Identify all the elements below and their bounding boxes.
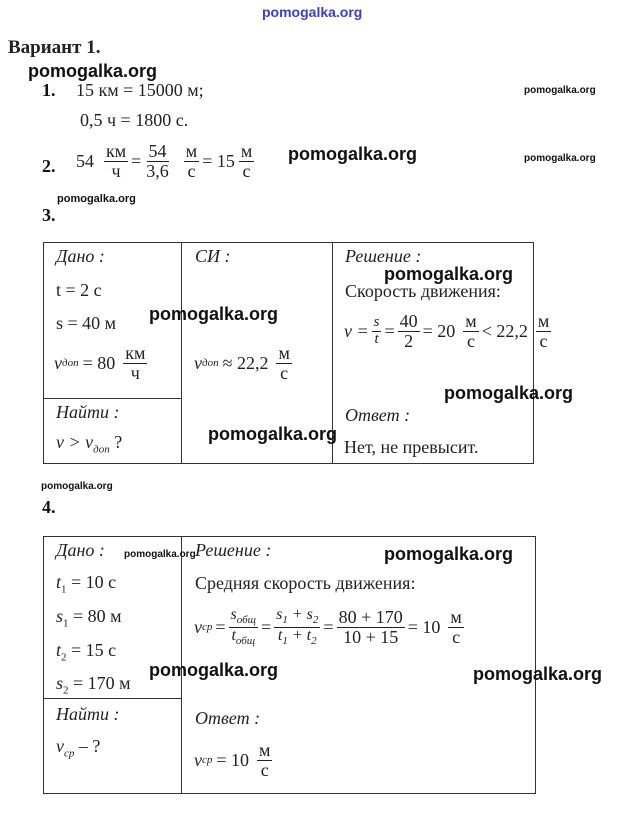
task2-formula	[76, 142, 257, 181]
task4-answer-val: = 10	[216, 749, 250, 770]
task3-unit-den-1: с	[466, 330, 475, 351]
task4-sum-t1: t	[277, 626, 283, 644]
task4-divider	[43, 698, 182, 699]
task4-number: 4.	[42, 497, 56, 517]
task4-s1: $s_1 = 80$ м	[56, 606, 122, 630]
task4-eq1: =	[215, 616, 226, 637]
task4-sum-s2: s	[306, 606, 313, 623]
task2-f4-num: м	[240, 141, 253, 161]
watermark: pomogalka.org	[149, 304, 279, 324]
task3-si-prefix: v	[194, 352, 202, 373]
task3-find-q: ?	[114, 432, 123, 452]
task4-eq2: =	[260, 616, 272, 637]
task4-solution-label: Решение :	[195, 540, 272, 560]
task3-s: s = 40 м	[56, 313, 117, 333]
task3-vdop-prefix: v	[54, 352, 62, 373]
task4-find-expr	[56, 736, 100, 760]
task3-unit-num-1: м	[465, 311, 477, 331]
task4-vcp-sub: ср	[202, 621, 213, 634]
task4-den-val: 10 + 15	[343, 626, 399, 647]
task3-formula-res: = 20	[422, 320, 456, 341]
task2-f3-den: с	[187, 160, 196, 181]
task3-formula-num: 40	[399, 311, 418, 331]
watermark: pomogalka.org	[208, 424, 338, 444]
task3-formula-eq: =	[384, 320, 395, 341]
watermark: pomogalka.org	[124, 549, 196, 560]
task4-find-v: v	[56, 736, 64, 756]
task3-divider	[43, 398, 182, 399]
task3-si-value	[194, 344, 295, 383]
task4-s2-val: = 170 м	[73, 673, 131, 693]
task3-formula-lt: < 22,2	[481, 320, 528, 341]
task3-vdop-val: = 80	[82, 352, 116, 373]
watermark: pomogalka.org	[384, 264, 514, 284]
task1-line1: 15 км = 15000 м;	[76, 80, 204, 100]
task2-eq2: = 15	[202, 150, 235, 171]
task4-answer-unit-num: м	[259, 740, 271, 760]
task2-f2-num: 54	[148, 141, 167, 161]
task4-sum-s1: s	[276, 606, 283, 623]
task4-answer-v: v	[194, 749, 202, 770]
task4-t2-val: = 15 с	[71, 640, 117, 660]
task4-t-obsh-sub: общ	[235, 634, 256, 647]
task4-s1-val: = 80 м	[73, 606, 122, 626]
task4-find-label: Найти :	[56, 704, 120, 724]
watermark: pomogalka.org	[288, 144, 418, 164]
task4-avg-text: Средняя скорость движения:	[195, 573, 416, 593]
task4-formula: v ср = $\frac{s_{общ}}{t_{общ}}$ = $\frac{s_1 + s_2}{t_1 + t_2}$ = $\frac{80 + 170}{10 + 15}$ = 10 $\frac{м}{с}$	[194, 606, 462, 647]
task3-formula-den: 2	[404, 330, 414, 351]
task2-f1-den: ч	[111, 160, 121, 181]
task4-answer-label: Ответ :	[195, 708, 261, 728]
task3-vdop-sub: доп	[62, 357, 79, 370]
task4-answer-unit-den: с	[260, 759, 269, 780]
task3-formula-v: v =	[344, 320, 369, 341]
task3-answer-label: Ответ :	[345, 405, 411, 425]
watermark: pomogalka.org	[444, 383, 574, 403]
watermark: pomogalka.org	[524, 153, 596, 164]
task3-given-label: Дано :	[56, 246, 105, 266]
task2-f2-den: 3,6	[146, 160, 169, 181]
task3-answer-text: Нет, не превысит.	[344, 437, 479, 457]
task3-formula-t: t	[374, 330, 379, 347]
task3-vdop-unit-num: км	[125, 343, 146, 363]
task3-number: 3.	[42, 205, 56, 225]
task4-res: = 10	[407, 616, 441, 637]
task3-find-sub: доп	[93, 443, 110, 456]
task4-sum-t2: t	[306, 626, 312, 644]
task3-find-expr	[56, 432, 122, 456]
task3-find-label: Найти :	[56, 402, 120, 422]
task4-plus-2: +	[291, 626, 303, 644]
watermark: pomogalka.org	[149, 660, 279, 680]
task4-s-obsh: s	[230, 606, 237, 623]
task4-plus-1: +	[291, 606, 303, 623]
task3-formula-s: s	[373, 314, 380, 331]
task3-si-label: СИ :	[195, 246, 231, 266]
task3-unit-num-2: м	[537, 311, 550, 331]
task3-unit-den-2: с	[539, 330, 548, 351]
task4-unit-den: с	[452, 626, 461, 647]
task2-eq1: =	[131, 150, 142, 171]
watermark: pomogalka.org	[384, 544, 514, 564]
task4-given-label: Дано :	[56, 540, 105, 560]
watermark: pomogalka.org	[524, 85, 596, 96]
task4-vcp: v	[194, 616, 202, 637]
task3-si-unit-num: м	[278, 343, 290, 363]
task3-vdop-unit-den: ч	[130, 362, 140, 383]
task4-s-obsh-sub: общ	[236, 614, 256, 627]
page-title: Вариант 1.	[8, 37, 101, 58]
task4-answer	[194, 741, 275, 780]
task3-si-val: ≈ 22,2	[222, 352, 269, 373]
watermark: pomogalka.org	[41, 481, 113, 492]
task3-find-v: v > v	[56, 432, 94, 452]
task4-t1-val: = 10 с	[71, 572, 117, 592]
task4-t2: $t_2 = 15$ с	[56, 640, 117, 664]
task4-t-obsh: t	[231, 626, 236, 644]
task2-number: 2.	[42, 156, 56, 176]
task4-find-sub: ср	[64, 747, 75, 760]
task4-t1: $t_1 = 10$ с	[56, 572, 117, 596]
task1-line2: 0,5 ч = 1800 с.	[80, 110, 189, 130]
task4-num-val: 80 + 170	[338, 606, 403, 627]
task4-find-q: – ?	[78, 736, 101, 756]
task3-t: t = 2 с	[56, 280, 102, 300]
task3-si-unit-den: с	[280, 362, 289, 383]
watermark: pomogalka.org	[473, 664, 603, 684]
top-watermark: pomogalka.org	[262, 4, 363, 20]
task4-answer-sub: ср	[202, 754, 213, 767]
task2-f1-num: км	[106, 141, 127, 161]
task4-eq3: =	[323, 616, 334, 637]
task1-number: 1.	[42, 80, 56, 100]
task3-vdop	[54, 344, 150, 383]
task3-solution-label: Решение :	[345, 246, 422, 266]
task2-f3-num: м	[185, 141, 198, 161]
task4-s2: $s_2 = 170$ м	[56, 673, 131, 697]
task3-speed-text: Скорость движения:	[345, 281, 501, 301]
task3-si-sub: доп	[202, 357, 219, 370]
task4-unit-num: м	[450, 606, 462, 627]
watermark: pomogalka.org	[28, 61, 158, 81]
task3-formula	[344, 312, 554, 351]
task2-lead: 54	[76, 150, 94, 171]
task2-f4-den: с	[242, 160, 251, 181]
task3-divider	[181, 242, 182, 464]
watermark: pomogalka.org	[57, 193, 136, 205]
